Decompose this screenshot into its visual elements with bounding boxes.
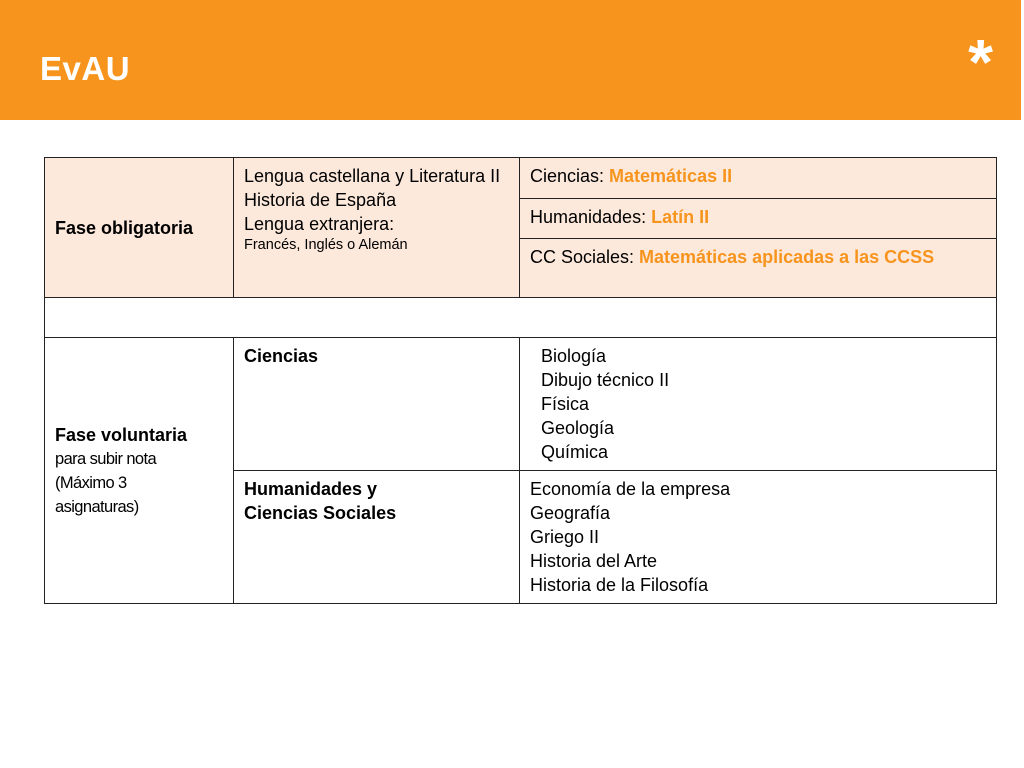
subject-item: Química bbox=[541, 442, 609, 462]
common-subject: Lengua extranjera: bbox=[244, 214, 395, 234]
evau-table bbox=[44, 157, 997, 604]
page-title: EvAU bbox=[40, 50, 131, 87]
subject-item: Geología bbox=[541, 418, 615, 438]
common-subject: Lengua castellana y Literatura II bbox=[244, 166, 501, 186]
subject-item: Biología bbox=[541, 346, 607, 366]
group-humanidades-name bbox=[234, 471, 520, 604]
common-subject: Historia de España bbox=[244, 190, 397, 210]
header-bar bbox=[0, 0, 1021, 120]
subject-item: Griego II bbox=[530, 527, 600, 547]
subject-item: Geografía bbox=[530, 503, 611, 523]
common-subjects-cell bbox=[234, 158, 520, 298]
branch-cc-sociales bbox=[520, 239, 997, 298]
branch-subject: Latín II bbox=[651, 207, 710, 227]
branch-subject: Matemáticas aplicadas a las CCSS bbox=[639, 247, 935, 267]
asterisk-icon: * bbox=[968, 26, 993, 98]
subject-item: Economía de la empresa bbox=[530, 479, 731, 499]
fase-voluntaria-label: Fase voluntaria bbox=[55, 424, 188, 445]
subject-item: Historia de la Filosofía bbox=[530, 575, 709, 595]
branch-ciencias bbox=[520, 158, 997, 199]
branch-prefix: CC Sociales: bbox=[530, 247, 640, 267]
subject-item: Física bbox=[541, 394, 590, 414]
fase-voluntaria-note: asignaturas) bbox=[55, 497, 139, 516]
group-name-line: Ciencias Sociales bbox=[244, 503, 397, 523]
group-ciencias-name: Ciencias bbox=[234, 338, 520, 471]
group-ciencias-subjects bbox=[520, 338, 997, 471]
group-humanidades-subjects bbox=[520, 471, 997, 604]
subject-item: Dibujo técnico II bbox=[541, 370, 670, 390]
fase-voluntaria-cell bbox=[45, 338, 234, 604]
group-name-line: Humanidades y bbox=[244, 479, 378, 499]
branch-humanidades bbox=[520, 199, 997, 239]
subject-item: Historia del Arte bbox=[530, 551, 658, 571]
branch-prefix: Humanidades: bbox=[530, 207, 652, 227]
fase-voluntaria-note: para subir nota bbox=[55, 449, 157, 468]
languages-note: Francés, Inglés o Alemán bbox=[244, 237, 408, 253]
branch-prefix: Ciencias: bbox=[530, 166, 610, 186]
fase-obligatoria-label: Fase obligatoria bbox=[45, 158, 234, 298]
branch-subject: Matemáticas II bbox=[609, 166, 733, 186]
spacer-row bbox=[45, 298, 997, 338]
fase-voluntaria-note: (Máximo 3 bbox=[55, 473, 127, 492]
